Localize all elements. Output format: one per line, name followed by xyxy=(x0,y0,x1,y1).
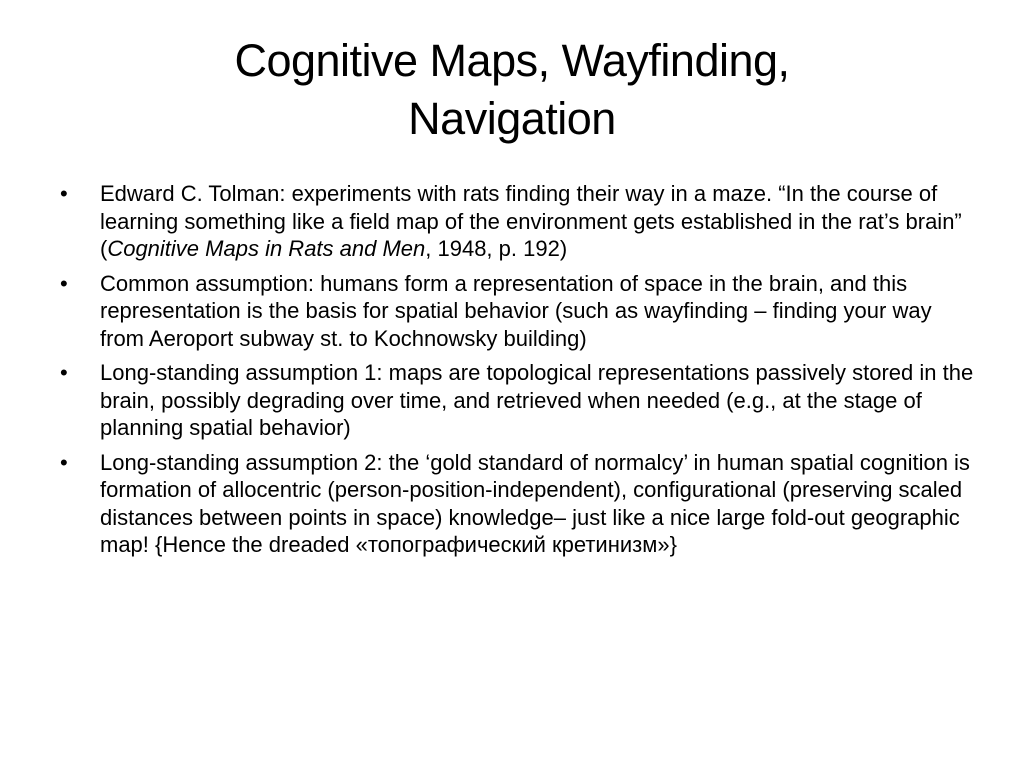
bullet-marker: • xyxy=(60,181,68,206)
slide-title-line-2: Navigation xyxy=(408,93,616,144)
slide-title-line-1: Cognitive Maps, Wayfinding, xyxy=(234,35,790,86)
bullet-item-assumption-2 xyxy=(60,449,975,559)
book-title-italic: Cognitive Maps in Rats and Men xyxy=(107,236,426,261)
bullet-item-common-assumption xyxy=(60,270,975,353)
bullet-marker: • xyxy=(60,360,68,385)
bullet-list xyxy=(60,180,975,566)
bullet-marker: • xyxy=(60,449,68,475)
bullet-text-common-assumption: Common assumption: humans form a representation of space in the brain, and this representation is the basis for spatial behavior (such as wayfinding – finding your way from Aeroport subway st. to Kochnowsky building) xyxy=(100,270,932,351)
bullet-text-assumption-2: Long-standing assumption 2: the ‘gold standard of normalcy’ in human spatial cognition is formation of allocentric (person-position-independent), configurational (preserving scaled distances between points in space) knowledge– just like a nice large fold-out geographic map! {Hence the dreaded «топографический кретинизм»} xyxy=(100,449,970,557)
bullet-text-assumption-1: Long-standing assumption 1: maps are topological representations passively stored in the brain, possibly degrading over time, and retrieved when needed (e.g., at the stage of planning spatial behavior) xyxy=(100,360,974,440)
bullet-text-tolman-intro: Edward C. Tolman: experiments with rats finding their way in a maze. “In the course of learning something like a field map of the environment gets established in the rat’s brain” ( xyxy=(100,181,962,261)
bullet-item-tolman xyxy=(60,180,975,263)
bullet-marker: • xyxy=(60,270,68,296)
slide-title xyxy=(60,32,964,148)
bullet-text-tolman-citation: , 1948, p. 192) xyxy=(425,236,568,261)
bullet-item-assumption-1 xyxy=(60,359,975,442)
